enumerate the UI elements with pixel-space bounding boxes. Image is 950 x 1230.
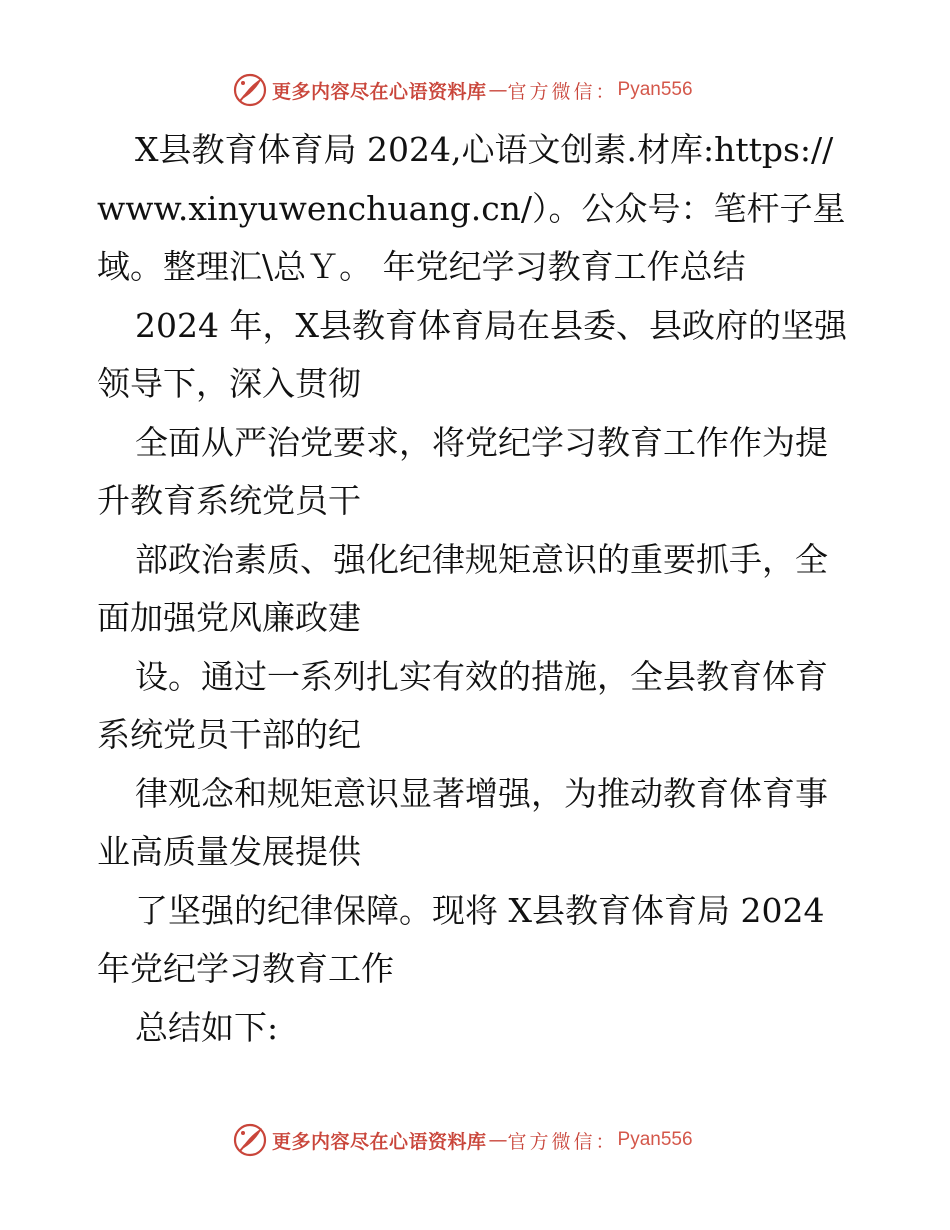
paragraph: 设。通过一系列扎实有效的措施，全县教育体育系统党员干部的纪: [97, 656, 828, 754]
banner-text: 更多内容尽在心语资料库: [272, 1130, 487, 1153]
paragraph: 2024 年，X县教育体育局在县委、县政府的坚强领导下，深入贯彻: [97, 305, 847, 403]
banner-dash: —: [488, 1129, 508, 1151]
banner-dash: —: [488, 79, 508, 101]
header-banner: [232, 70, 693, 110]
banner-text: 更多内容尽在心语资料库: [272, 80, 487, 103]
banner-wechat-label: 官方微信：: [507, 1130, 618, 1153]
banner-wechat-id: Pyan556: [617, 79, 693, 100]
document-body: [97, 121, 857, 1057]
paragraph: 了坚强的纪律保障。现将 X县教育体育局 2024 年党纪学习教育工作: [97, 890, 835, 988]
paragraph: 全面从严治党要求，将党纪学习教育工作作为提升教育系统党员干: [97, 422, 828, 520]
paragraph: 律观念和规矩意识显著增强，为推动教育体育事业高质量发展提供: [97, 773, 828, 871]
banner-wechat-id: Pyan556: [617, 1129, 693, 1150]
paragraph-title: X县教育体育局 2024,心语文创素.材库:https://www.xinyuwenchuang.cn/）。公众号：笔杆子星域。整理汇\总Ｙ。 年党纪学习教育工作总结: [97, 130, 846, 286]
paragraph: 总结如下:: [135, 1007, 279, 1047]
footer-banner: [232, 1120, 693, 1160]
paragraph: 部政治素质、强化纪律规矩意识的重要抓手，全面加强党风廉政建: [97, 539, 828, 637]
banner-wechat-label: 官方微信：: [507, 80, 618, 103]
quill-pen-logo-icon: [232, 1122, 268, 1158]
quill-pen-logo-icon: [232, 72, 268, 108]
